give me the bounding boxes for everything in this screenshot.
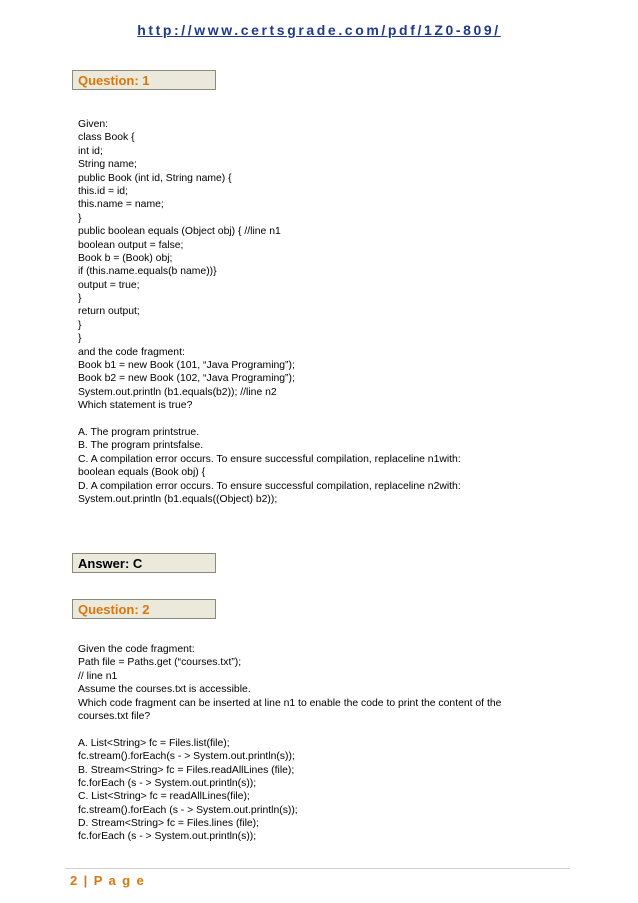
q2-line: Given the code fragment: bbox=[78, 644, 195, 655]
q2-option-b: B. Stream<String> fc = Files.readAllLines (file); bbox=[78, 764, 295, 776]
question-2-body bbox=[78, 643, 578, 844]
q1-option-a: A. The program printstrue. bbox=[78, 426, 200, 438]
q1-line: Book b2 = new Book (102, “Java Programing”); bbox=[78, 373, 295, 385]
q2-line: // line n1 bbox=[78, 670, 118, 682]
question-2-heading: Question: 2 bbox=[72, 599, 216, 619]
q1-line: boolean equals (Book obj) { bbox=[78, 467, 206, 479]
q2-line: Path file = Paths.get (“courses.txt”); bbox=[78, 657, 242, 669]
q1-spacer bbox=[78, 413, 578, 426]
q2-line: fc.stream().forEach(s - > System.out.println(s)); bbox=[78, 751, 295, 763]
q1-line: } bbox=[78, 212, 82, 224]
q1-line: } bbox=[78, 319, 82, 331]
header-url-link[interactable]: http://www.certsgrade.com/pdf/1Z0-809/ bbox=[137, 22, 501, 38]
q1-line: Which statement is true? bbox=[78, 400, 193, 412]
q1-line: and the code fragment: bbox=[78, 346, 185, 358]
question-1-answer: Answer: C bbox=[72, 553, 216, 573]
q1-option-d: D. A compilation error occurs. To ensure successful compilation, replaceline n2with: bbox=[78, 480, 461, 492]
q1-line: int id; bbox=[78, 145, 103, 157]
q1-line: public boolean equals (Object obj) { //line n1 bbox=[78, 226, 281, 238]
q2-line: Assume the courses.txt is accessible. bbox=[78, 684, 251, 696]
q1-line: class Book { bbox=[78, 132, 135, 144]
q1-line: String name; bbox=[78, 159, 137, 171]
q2-option-d: D. Stream<String> fc = Files.lines (file); bbox=[78, 818, 260, 830]
q1-line: } bbox=[78, 333, 82, 345]
q1-line: Book b1 = new Book (101, “Java Programing”); bbox=[78, 360, 295, 372]
q1-line: this.id = id; bbox=[78, 185, 128, 197]
q2-line: fc.stream().forEach (s - > System.out.println(s)); bbox=[78, 804, 298, 816]
q1-line: Given: bbox=[78, 119, 109, 130]
q2-spacer bbox=[78, 723, 578, 736]
q2-line: courses.txt file? bbox=[78, 710, 151, 722]
q1-line: System.out.println (b1.equals((Object) b2)); bbox=[78, 493, 278, 505]
page-number: 2 | P a g e bbox=[70, 873, 146, 888]
q1-line: this.name = name; bbox=[78, 199, 164, 211]
q1-line: boolean output = false; bbox=[78, 239, 184, 251]
q2-line: fc.forEach (s - > System.out.println(s)); bbox=[78, 777, 257, 789]
q1-line: public Book (int id, String name) { bbox=[78, 172, 232, 184]
q2-line: fc.forEach (s - > System.out.println(s)); bbox=[78, 831, 257, 843]
q1-line: output = true; bbox=[78, 279, 140, 291]
q1-line: System.out.println (b1.equals(b2)); //line n2 bbox=[78, 386, 277, 398]
q1-option-c: C. A compilation error occurs. To ensure successful compilation, replaceline n1with: bbox=[78, 453, 461, 465]
footer-divider bbox=[65, 868, 570, 869]
q1-option-b: B. The program printsfalse. bbox=[78, 440, 204, 452]
q2-option-a: A. List<String> fc = Files.list(file); bbox=[78, 737, 230, 749]
question-1-body bbox=[78, 118, 578, 506]
q1-line: } bbox=[78, 293, 82, 305]
q2-option-c: C. List<String> fc = readAllLines(file); bbox=[78, 791, 250, 803]
q1-line: if (this.name.equals(b name))} bbox=[78, 266, 217, 278]
q1-line: Book b = (Book) obj; bbox=[78, 252, 173, 264]
q2-line: Which code fragment can be inserted at line n1 to enable the code to print the content of the bbox=[78, 697, 502, 709]
q1-line: return output; bbox=[78, 306, 140, 318]
question-1-heading: Question: 1 bbox=[72, 70, 216, 90]
